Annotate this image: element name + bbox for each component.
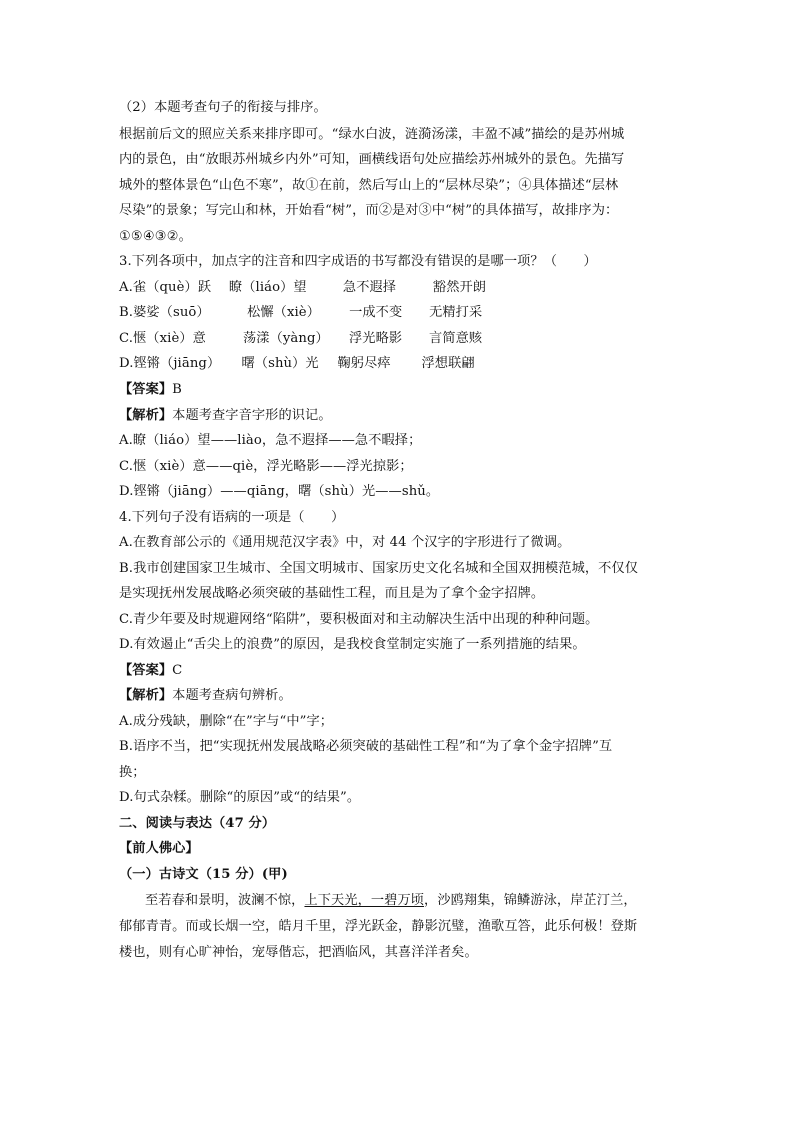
q3-stem: 3.下列各项中，加点字的注音和四字成语的书写都没有错误的是哪一项？（ ）: [119, 254, 597, 269]
q3-analysis-item-c: C.惬（xiè）意——qiè，浮光略影——浮光掠影；: [119, 459, 413, 474]
q4-option-b-line-2: 是实现抚州发展战略必须突破的基础性工程，而且是为了拿个金字招牌。: [119, 586, 545, 601]
analysis-tag: 【解析】: [119, 408, 173, 423]
q4-analysis: 【解析】本题考查病句辨析。: [119, 688, 292, 703]
q4-analysis-b-line-2: 换；: [119, 765, 146, 780]
q3-analysis: 【解析】本题考查字音字形的识记。: [119, 408, 332, 423]
q4-option-b-line-1: B.我市创建国家卫生城市、全国文明城市、国家历史文化名城和全国双拥模范城，不仅仅: [119, 561, 639, 576]
q3-option-d: D.铿锵（jiāng） 曙（shù）光 鞠躬尽瘁 浮想联翩: [119, 356, 475, 371]
q4-option-a: A.在教育部公示的《通用规范汉字表》中，对 44 个汉字的字形进行了微调。: [119, 535, 571, 550]
answer-value: B: [172, 382, 182, 397]
q3-analysis-item-a: A.瞭（liáo）望——liào，急不遐择——急不暇择；: [119, 433, 422, 448]
section-heading: 二、阅读与表达（47 分）: [119, 816, 276, 831]
passage-line-1: 至若春和景明，波澜不惊，上下天光，一碧万顷，沙鸥翔集，锦鳞游泳，岸芷汀兰，: [145, 893, 637, 908]
q4-option-c: C.青少年要及时规避网络“陷阱”，要积极面对和主动解决生活中出现的种种问题。: [119, 612, 599, 627]
q4-analysis-a: A.成分残缺，删除“在”字与“中”字；: [119, 714, 334, 729]
q2-analysis-line-5: ①⑤④③②。: [119, 229, 192, 244]
q4-answer: 【答案】C: [119, 663, 183, 678]
q2-analysis-line-4: 尽染”的景象；写完山和林，开始看“树”，而②是对③中“树”的具体描写，故排序为：: [119, 203, 619, 218]
part-heading: （一）古诗文（15 分）(甲): [119, 867, 288, 882]
q4-option-d: D.有效遏止“舌尖上的浪费”的原因，是我校食堂制定实施了一系列措施的结果。: [119, 637, 586, 652]
option-label: A.: [119, 280, 133, 295]
q3-analysis-item-d: D.铿锵（jiāng）——qiāng，曙（shù）光——shǔ。: [119, 484, 440, 499]
q3-option-b: B.婆娑（suō） 松懈（xiè） 一成不变 无精打采: [119, 305, 483, 320]
section-subheading: 【前人佛心】: [119, 841, 199, 856]
q2-analysis-line-3: 城外的整体景色“山色不寒”，故①在前，然后写山上的“层林尽染”；④具体描述“层林: [119, 178, 619, 193]
q4-stem: 4.下列句子没有语病的一项是（ ）: [119, 510, 345, 525]
q2-analysis-line-2: 内的景色，由“放眼苏州城乡内外”可知，画横线语句处应描绘苏州城外的景色。先描写: [119, 152, 625, 167]
q2-analysis-line-1: 根据前后文的照应关系来排序即可。“绿水白波，涟漪汤漾，丰盈不减”描绘的是苏州城: [119, 127, 625, 142]
q3-option-c: C.惬（xiè）意 荡漾（yàng） 浮光略影 言简意赅: [119, 331, 483, 346]
q3-answer: [119, 380, 182, 400]
passage-line-2: 郁郁青青。而或长烟一空，皓月千里，浮光跃金，静影沉璧，渔歌互答，此乐何极！登斯: [119, 919, 638, 934]
answer-tag: 【答案】: [119, 382, 173, 397]
q2-analysis-title: （2）本题考查句子的衔接与排序。: [119, 100, 327, 115]
passage-line-3: 楼也，则有心旷神怡，宠辱偕忘，把酒临风，其喜洋洋者矣。: [119, 945, 478, 960]
q3-option-a: A.雀（què）跃 瞭（liáo）望 急不遐择 豁然开朗: [119, 280, 487, 295]
q4-analysis-b-line-1: B.语序不当，把“实现抚州发展战略必须突破的基础性工程”和“为了拿个金字招牌”互: [119, 739, 613, 754]
q4-analysis-d: D.句式杂糅。删除“的原因”或“的结果”。: [119, 790, 361, 805]
underlined-phrase: 上下天光，一碧万顷: [304, 893, 425, 908]
